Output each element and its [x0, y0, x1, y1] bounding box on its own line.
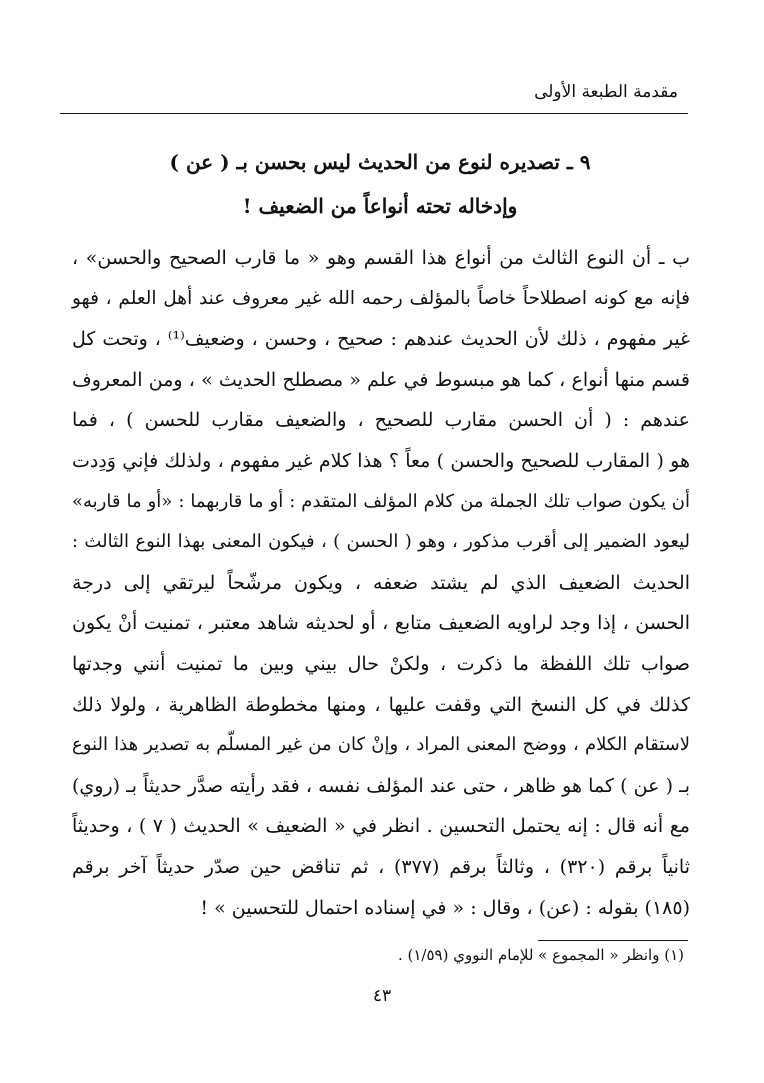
footnote: (١) وانظر « المجموع » للإمام النووي (١/٥٩) .: [397, 946, 684, 964]
body-line: صواب تلك اللفظة ما ذكرت ، ولكنْ حال بيني وبين ما تمنيت أنني وجدتها: [72, 652, 690, 675]
section-heading-line-2: وإدخاله تحته أنواعاً من الضعيف !: [242, 194, 518, 218]
body-line: ليعود الضمير إلى أقرب مذكور ، وهو ( الحسن ) ، فيكون المعنى بهذا النوع الثالث :: [72, 531, 690, 553]
body-line: قسم منها أنواع ، كما هو مبسوط في علم « مصطلح الحديث » ، ومن المعروف: [72, 368, 690, 391]
body-line: ب ـ أن النوع الثالث من أنواع هذا القسم وهو « ما قارب الصحيح والحسن» ،: [72, 247, 690, 269]
body-line: أن يكون صواب تلك الجملة من كلام المؤلف المتقدم : أو ما قاربهما : «أو ما قاربه»: [72, 490, 690, 512]
page-number: ٤٣: [372, 986, 392, 1006]
body-line: غير مفهوم ، ذلك لأن الحديث عندهم : صحيح ، وحسن ، وضعيف⁽¹⁾ ، وتحت كل: [72, 328, 690, 351]
body-line: كذلك في كل النسخ التي وقفت عليها ، ومنها مخطوطة الظاهرية ، ولولا ذلك: [72, 693, 690, 716]
header-divider: [60, 113, 688, 114]
body-line: الحسن ، إذا وجد لراويه الضعيف متابع ، أو لحديثه شاهد معتبر ، تمنيت أنْ يكون: [72, 612, 690, 635]
body-line: ثانياً برقم (٣٢٠) ، وثالثاً برقم (٣٧٧) ، ثم تناقض حين صدّر حديثاً آخر برقم: [72, 855, 690, 878]
body-line: لاستقام الكلام ، ووضح المعنى المراد ، وإنْ كان من غير المسلّم به تصدير هذا النوع: [72, 734, 690, 756]
body-line: الحديث الضعيف الذي لم يشتد ضعفه ، ويكون مرشّحاً ليرتقي إلى درجة: [72, 571, 691, 594]
running-header-title: مقدمة الطبعة الأولى: [534, 82, 678, 102]
body-line: (١٨٥) بقوله : (عن) ، وقال : « في إسناده احتمال للتحسين » !: [200, 896, 690, 919]
section-heading: [70, 140, 690, 228]
section-heading-line-1: ٩ ـ تصديره لنوع من الحديث ليس بحسن بـ ( عن ): [169, 150, 591, 174]
body-line: مع أنه قال : إنه يحتمل التحسين . انظر في « الضعيف » الحديث ( ٧ ) ، وحديثاً: [72, 815, 690, 838]
body-line: فإنه مع كونه اصطلاحاً خاصاً بالمؤلف رحمه الله غير معروف عند أهل العلم ، فهو: [72, 287, 690, 309]
body-line: هو ( المقارب للصحيح والحسن ) معاً ؟ هذا كلام غير مفهوم ، ولذلك فإني وَدِدت: [72, 449, 690, 472]
body-line: عندهم : ( أن الحسن مقارب للصحيح ، والضعيف مقارب للحسن ) ، فما: [72, 409, 690, 432]
body-paragraph: [72, 238, 690, 928]
body-line: بـ ( عن ) كما هو ظاهر ، حتى عند المؤلف نفسه ، فقد رأيته صدَّر حديثاً بـ (روي): [72, 774, 690, 797]
footnote-divider: [538, 940, 688, 941]
